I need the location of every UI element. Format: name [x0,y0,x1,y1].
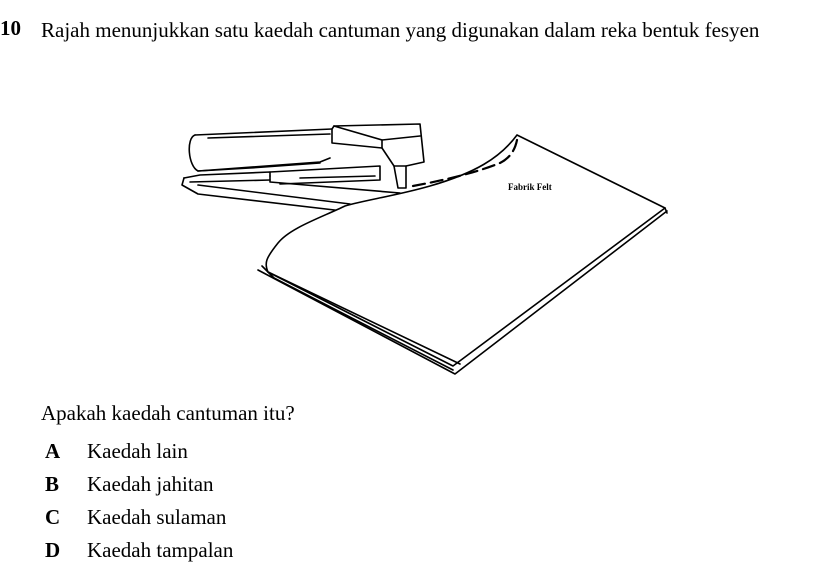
option-letter: C [45,505,61,529]
option-text: Kaedah tampalan [87,538,234,562]
option-text: Kaedah lain [87,439,188,463]
stapler-fabric-figure [170,118,680,380]
fabric-sheets-drawing [258,135,667,374]
question-number: 10 [0,16,21,40]
option-text: Kaedah jahitan [87,472,214,496]
question-prompt: Apakah kaedah cantuman itu? [41,401,295,425]
fabric-label: Fabrik Felt [508,182,552,192]
option-text: Kaedah sulaman [87,505,227,529]
option-letter: D [45,538,61,562]
option-letter: A [45,439,61,463]
question-stem: Rajah menunjukkan satu kaedah cantuman yang digunakan dalam reka bentuk fesyen [41,18,760,42]
option-letter: B [45,472,60,496]
